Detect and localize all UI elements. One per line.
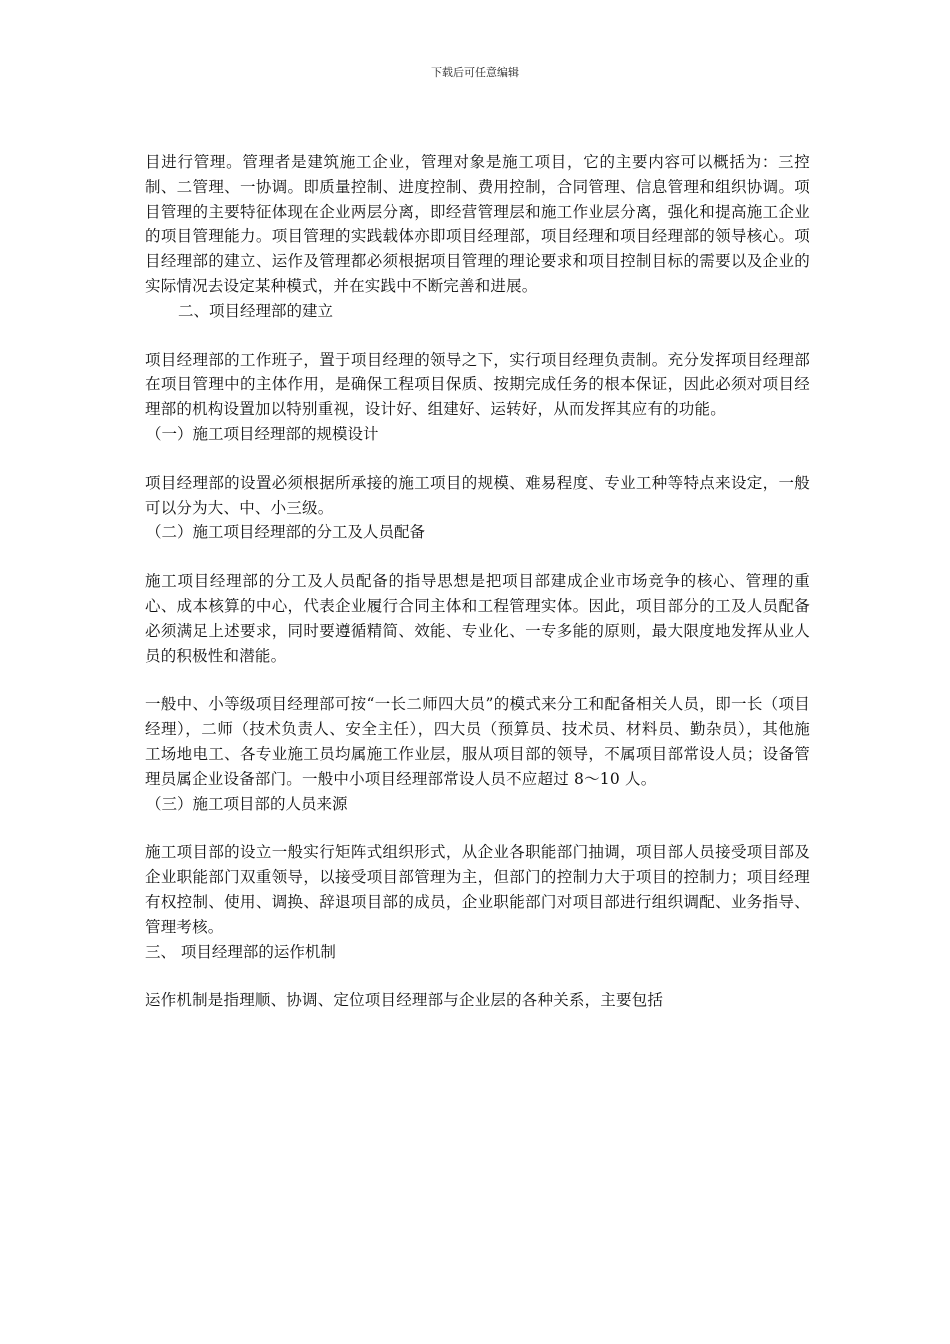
paragraph-mechanism: 运作机制是指理顺、协调、定位项目经理部与企业层的各种关系，主要包括	[145, 991, 664, 1010]
subsection-heading-staffing: （二）施工项目经理部的分工及人员配备	[146, 523, 426, 542]
subsection-heading-sources: （三）施工项目部的人员来源	[146, 794, 348, 813]
paragraph-scale: 项目经理部的设置必须根据所承接的施工项目的规模、难易程度、专业工种等特点来设定，一般可以分为大、中、小三级。	[145, 473, 810, 517]
paragraph-project-management: 目进行管理。管理者是建筑施工企业，管理对象是施工项目，它的主要内容可以概括为：三控制、二管理、一协调。即质量控制、进度控制、费用控制，合同管理、信息管理和组织协调。项目管理的主要特征体现在企业两层分离，即经营管理层和施工作业层分离，强化和提高施工企业的项目管理能力。项目管理的实践载体亦即项目经理部，项目经理和项目经理部的领导核心。项目经理部的建立、运作及管理都必须根据项目管理的理论要求和项目控制目标的需要以及企业的实际情况去设定某种模式，并在实践中不断完善和进展。	[145, 153, 810, 295]
subsection-heading-scale: （一）施工项目经理部的规模设计	[146, 424, 379, 443]
paragraph-staffing-principles: 施工项目经理部的分工及人员配备的指导思想是把项目部建成企业市场竞争的核心、管理的重心、成本核算的中心，代表企业履行合同主体和工程管理实体。因此，项目部分的工及人员配备必须满足上述要求，同时要遵循精简、效能、专业化、一专多能的原则，最大限度地发挥从业人员的积极性和潜能。	[145, 572, 810, 665]
page-header-note: 下载后可任意编辑	[431, 66, 519, 79]
paragraph-sources: 施工项目部的设立一般实行矩阵式组织形式，从企业各职能部门抽调，项目部人员接受项目部及企业职能部门双重领导，以接受项目部管理为主，但部门的控制力大于项目的控制力；项目经理有权控制、使用、调换、辞退项目部的成员，企业职能部门对项目部进行组织调配、业务指导、管理考核。	[145, 843, 810, 936]
paragraph-staffing-model: 一般中、小等级项目经理部可按“一长二师四大员”的模式来分工和配备相关人员，即一长（项目经理），二师（技术负责人、安全主任），四大员（预算员、技术员、材料员、勤杂员），其他施工场地电工、各专业施工员均属施工作业层，服从项目部的领导，不属项目部常设人员；设备管理员属企业设备部门。一般中小项目经理部常设人员不应超过 8～10 人。	[145, 695, 810, 788]
document-body	[145, 150, 810, 1013]
section-heading-3: 三、 项目经理部的运作机制	[145, 942, 336, 961]
section-heading-2: 二、项目经理部的建立	[178, 301, 334, 320]
paragraph-dept-team: 项目经理部的工作班子，置于项目经理的领导之下，实行项目经理负责制。充分发挥项目经理部在项目管理中的主体作用，是确保工程项目保质、按期完成任务的根本保证，因此必须对项目经理部的机构设置加以特别重视，设计好、组建好、运转好，从而发挥其应有的功能。	[145, 350, 810, 419]
